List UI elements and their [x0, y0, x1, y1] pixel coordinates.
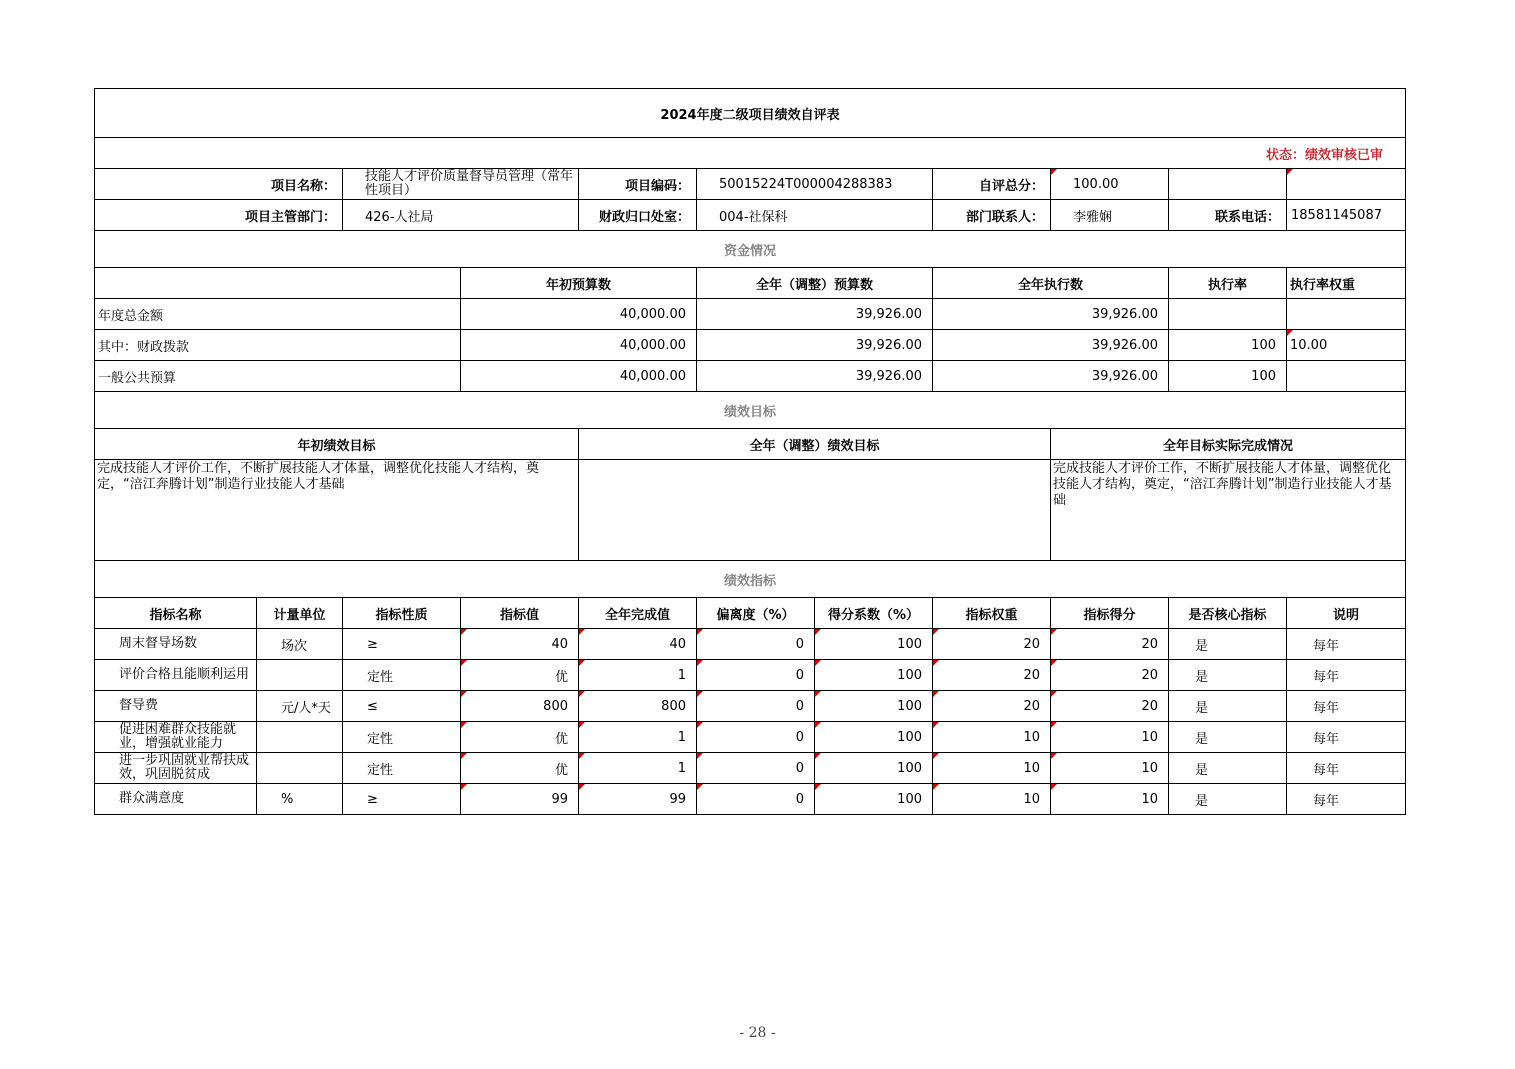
- indicator-is-core: 是: [1169, 753, 1287, 784]
- sheet-title: 2024年度二级项目绩效自评表: [95, 89, 1406, 138]
- indicator-score: 20: [1051, 660, 1169, 691]
- indicator-score-coef: 100: [815, 722, 933, 753]
- goals-header: 全年目标实际完成情况: [1051, 429, 1406, 460]
- indicator-score: 10: [1051, 753, 1169, 784]
- indicator-unit: [257, 753, 343, 784]
- funds-initial-budget: 40,000.00: [461, 361, 697, 392]
- indicator-name: 督导费: [95, 691, 257, 722]
- indicator-score: 10: [1051, 784, 1169, 815]
- empty-cell: [1287, 169, 1406, 200]
- funds-adjusted-budget: 39,926.00: [697, 361, 933, 392]
- indicator-actual: 40: [579, 629, 697, 660]
- funds-exec-rate: 100: [1169, 330, 1287, 361]
- score-label: 自评总分：: [933, 169, 1051, 200]
- indicator-name: 评价合格且能顺利运用: [95, 660, 257, 691]
- funds-initial-budget: 40,000.00: [461, 299, 697, 330]
- goals-section-title: 绩效目标: [95, 392, 1406, 429]
- indicator-unit: 元/人*天: [257, 691, 343, 722]
- funds-row-name: 一般公共预算: [95, 361, 461, 392]
- funds-header: 执行率: [1169, 268, 1287, 299]
- indicator-is-core: 是: [1169, 691, 1287, 722]
- funds-executed: 39,926.00: [933, 299, 1169, 330]
- indicator-deviation: 0: [697, 629, 815, 660]
- project-name-label: 项目名称：: [95, 169, 343, 200]
- indicator-is-core: 是: [1169, 660, 1287, 691]
- funds-exec-rate: [1169, 299, 1287, 330]
- goals-header-row: [95, 429, 1406, 460]
- indicator-deviation: 0: [697, 753, 815, 784]
- funds-adjusted-budget: 39,926.00: [697, 299, 933, 330]
- evaluation-sheet: [94, 88, 1405, 815]
- indicator-unit: %: [257, 784, 343, 815]
- indicator-is-core: 是: [1169, 629, 1287, 660]
- indicators-header: 计量单位: [257, 598, 343, 629]
- indicator-target: 40: [461, 629, 579, 660]
- indicators-header: 指标值: [461, 598, 579, 629]
- indicators-header: 指标权重: [933, 598, 1051, 629]
- goals-header: 年初绩效目标: [95, 429, 579, 460]
- funds-row-name: 年度总金额: [95, 299, 461, 330]
- indicator-nature: 定性: [343, 660, 461, 691]
- indicator-actual: 1: [579, 660, 697, 691]
- indicator-score-coef: 100: [815, 629, 933, 660]
- indicator-row: [95, 722, 1406, 753]
- indicator-row: [95, 753, 1406, 784]
- adjusted-goal-text: [579, 460, 1051, 561]
- funds-header: 年初预算数: [461, 268, 697, 299]
- funds-header: 全年（调整）预算数: [697, 268, 933, 299]
- project-info-row-1: [95, 169, 1406, 200]
- project-code-label: 项目编码：: [579, 169, 697, 200]
- status-badge: 状态：绩效审核已审: [95, 138, 1406, 169]
- funds-exec-rate: 100: [1169, 361, 1287, 392]
- indicator-weight: 10: [933, 753, 1051, 784]
- finance-dept-value: 004-社保科: [697, 200, 933, 231]
- indicator-nature: ≤: [343, 691, 461, 722]
- funds-row-name: 其中：财政拨款: [95, 330, 461, 361]
- indicator-actual: 1: [579, 753, 697, 784]
- indicator-note: 每年: [1287, 722, 1406, 753]
- indicator-actual: 800: [579, 691, 697, 722]
- funds-row: [95, 299, 1406, 330]
- indicator-unit: [257, 722, 343, 753]
- phone-label: 联系电话：: [1169, 200, 1287, 231]
- indicator-row: [95, 660, 1406, 691]
- contact-value: 李雅娴: [1051, 200, 1169, 231]
- indicator-deviation: 0: [697, 722, 815, 753]
- dept-label: 项目主管部门：: [95, 200, 343, 231]
- indicator-score-coef: 100: [815, 784, 933, 815]
- indicator-deviation: 0: [697, 660, 815, 691]
- indicator-name: 进一步巩固就业帮扶成效，巩固脱贫成: [95, 753, 257, 784]
- indicator-score: 10: [1051, 722, 1169, 753]
- indicator-note: 每年: [1287, 660, 1406, 691]
- indicator-nature: ≥: [343, 629, 461, 660]
- contact-label: 部门联系人：: [933, 200, 1051, 231]
- indicator-name: 周末督导场数: [95, 629, 257, 660]
- indicators-header: 指标性质: [343, 598, 461, 629]
- funds-header-row: [95, 268, 1406, 299]
- phone-value: 18581145087: [1287, 200, 1406, 231]
- project-name-value: 技能人才评价质量督导员管理（常年性项目）: [343, 169, 579, 200]
- funds-rate-weight: 10.00: [1287, 330, 1406, 361]
- indicator-score-coef: 100: [815, 660, 933, 691]
- indicator-note: 每年: [1287, 629, 1406, 660]
- initial-goal-text: 完成技能人才评价工作，不断扩展技能人才体量，调整优化技能人才结构，奠定，“涪江奔腾计划”制造行业技能人才基础: [95, 460, 579, 561]
- project-code-value: 50015224T000004288383: [697, 169, 933, 200]
- funds-section-title: 资金情况: [95, 231, 1406, 268]
- indicator-weight: 20: [933, 629, 1051, 660]
- indicator-nature: 定性: [343, 722, 461, 753]
- funds-adjusted-budget: 39,926.00: [697, 330, 933, 361]
- indicator-deviation: 0: [697, 691, 815, 722]
- project-info-row-2: [95, 200, 1406, 231]
- indicator-unit: [257, 660, 343, 691]
- indicator-unit: 场次: [257, 629, 343, 660]
- indicator-weight: 10: [933, 784, 1051, 815]
- actual-goal-text: 完成技能人才评价工作，不断扩展技能人才体量，调整优化技能人才结构，奠定，“涪江奔腾计划”制造行业技能人才基础: [1051, 460, 1406, 561]
- indicators-header: 偏离度（%）: [697, 598, 815, 629]
- goals-header: 全年（调整）绩效目标: [579, 429, 1051, 460]
- indicator-name: 群众满意度: [95, 784, 257, 815]
- indicators-header: 得分系数（%）: [815, 598, 933, 629]
- page-number: - 28 -: [739, 1025, 776, 1041]
- indicator-actual: 1: [579, 722, 697, 753]
- indicator-weight: 20: [933, 691, 1051, 722]
- goals-content-row: [95, 460, 1406, 561]
- indicators-header: 指标名称: [95, 598, 257, 629]
- indicator-actual: 99: [579, 784, 697, 815]
- indicator-target: 优: [461, 753, 579, 784]
- indicator-note: 每年: [1287, 753, 1406, 784]
- funds-initial-budget: 40,000.00: [461, 330, 697, 361]
- indicator-target: 优: [461, 660, 579, 691]
- indicators-header: 说明: [1287, 598, 1406, 629]
- indicator-note: 每年: [1287, 691, 1406, 722]
- indicator-is-core: 是: [1169, 784, 1287, 815]
- indicators-header: 是否核心指标: [1169, 598, 1287, 629]
- indicator-score-coef: 100: [815, 691, 933, 722]
- indicator-target: 800: [461, 691, 579, 722]
- indicator-weight: 10: [933, 722, 1051, 753]
- dept-value: 426-人社局: [343, 200, 579, 231]
- indicators-header: 全年完成值: [579, 598, 697, 629]
- funds-row: [95, 361, 1406, 392]
- finance-dept-label: 财政归口处室：: [579, 200, 697, 231]
- indicators-section-title: 绩效指标: [95, 561, 1406, 598]
- indicator-target: 99: [461, 784, 579, 815]
- funds-rate-weight: [1287, 361, 1406, 392]
- indicator-is-core: 是: [1169, 722, 1287, 753]
- funds-header: 执行率权重: [1287, 268, 1406, 299]
- empty-cell: [1169, 169, 1287, 200]
- indicator-score: 20: [1051, 691, 1169, 722]
- funds-executed: 39,926.00: [933, 330, 1169, 361]
- indicator-name: 促进困难群众技能就业，增强就业能力: [95, 722, 257, 753]
- indicator-row: [95, 629, 1406, 660]
- indicator-nature: 定性: [343, 753, 461, 784]
- indicator-row: [95, 691, 1406, 722]
- funds-header-blank: [95, 268, 461, 299]
- indicators-header-row: [95, 598, 1406, 629]
- funds-header: 全年执行数: [933, 268, 1169, 299]
- indicator-target: 优: [461, 722, 579, 753]
- score-value: 100.00: [1051, 169, 1169, 200]
- indicators-header: 指标得分: [1051, 598, 1169, 629]
- indicator-weight: 20: [933, 660, 1051, 691]
- indicator-deviation: 0: [697, 784, 815, 815]
- funds-row: [95, 330, 1406, 361]
- indicator-nature: ≥: [343, 784, 461, 815]
- evaluation-table: [94, 88, 1406, 815]
- indicator-row: [95, 784, 1406, 815]
- indicator-score: 20: [1051, 629, 1169, 660]
- indicator-score-coef: 100: [815, 753, 933, 784]
- indicator-note: 每年: [1287, 784, 1406, 815]
- funds-executed: 39,926.00: [933, 361, 1169, 392]
- funds-rate-weight: [1287, 299, 1406, 330]
